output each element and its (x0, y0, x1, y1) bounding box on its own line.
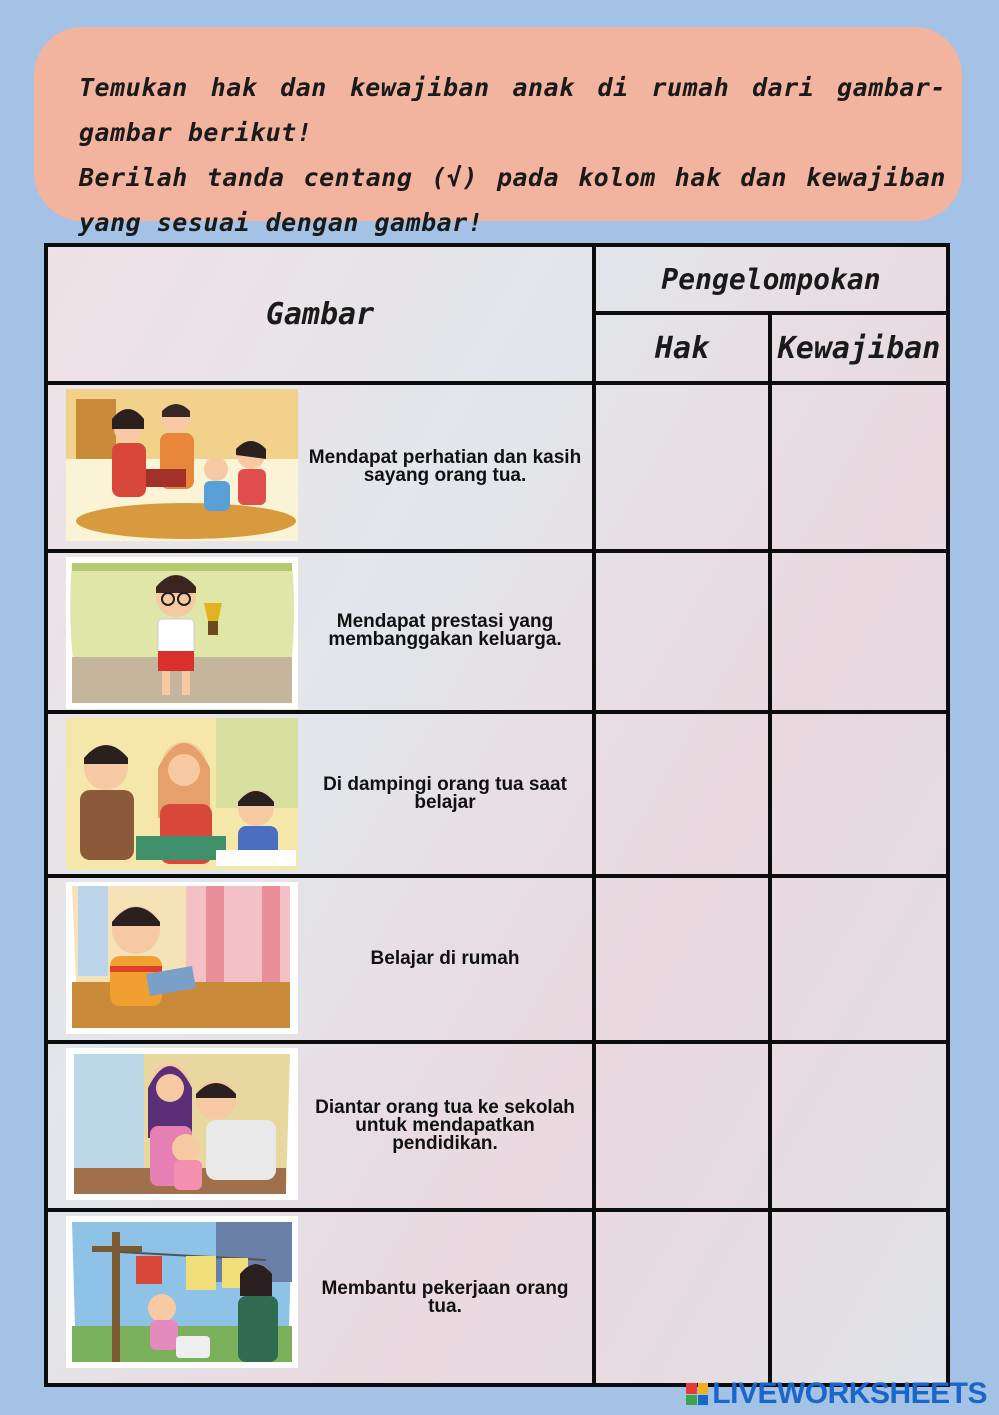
row-caption: Mendapat prestasi yang membanggakan keluarga. (328, 611, 562, 651)
hak-checkbox-cell[interactable] (594, 712, 770, 877)
gambar-cell (46, 876, 594, 1042)
helping-laundry-illustration (66, 1216, 298, 1368)
hak-checkbox-cell[interactable] (594, 1042, 770, 1211)
hak-checkbox-cell[interactable] (594, 876, 770, 1042)
gambar-cell (46, 383, 594, 551)
row-caption: Mendapat perhatian dan kasih sayang orang tua. (308, 447, 582, 487)
table-row (46, 712, 948, 877)
header-gambar: Gambar (46, 245, 594, 383)
table-row (46, 551, 948, 712)
table-row (46, 876, 948, 1042)
hak-checkbox-cell[interactable] (594, 383, 770, 551)
row-caption: Membantu pekerjaan orang tua. (321, 1277, 569, 1317)
table-row (46, 1210, 948, 1385)
table-row (46, 1042, 948, 1211)
header-kewajiban: Kewajiban (770, 313, 948, 383)
kewajiban-checkbox-cell[interactable] (770, 876, 948, 1042)
row-caption: Di dampingi orang tua saat belajar (323, 773, 567, 813)
hak-checkbox-cell[interactable] (594, 1210, 770, 1385)
parents-to-school-illustration (66, 1048, 298, 1200)
kewajiban-checkbox-cell[interactable] (770, 712, 948, 877)
kewajiban-checkbox-cell[interactable] (770, 1210, 948, 1385)
gambar-cell (46, 712, 594, 877)
header-hak: Hak (594, 313, 770, 383)
classification-table (44, 243, 950, 1387)
boy-with-trophy-illustration (66, 557, 298, 709)
row-caption: Diantar orang tua ke sekolah untuk mendapatkan pendidikan. (315, 1097, 575, 1155)
gambar-cell (46, 551, 594, 712)
gambar-cell (46, 1210, 594, 1385)
brand-name: LIVEWORKSHEETS (712, 1377, 987, 1410)
kewajiban-checkbox-cell[interactable] (770, 383, 948, 551)
instruction-line-1: Temukan hak dan kewajiban anak di rumah dari gambar-gambar berikut! (79, 73, 946, 147)
table-row (46, 383, 948, 551)
liveworksheets-mark-icon (686, 1383, 708, 1405)
family-reading-illustration (66, 389, 298, 541)
liveworksheets-logo (686, 1377, 987, 1411)
instruction-line-2: Berilah tanda centang (√) pada kolom hak dan kewajiban yang sesuai dengan gambar! (79, 163, 946, 237)
gambar-cell (46, 1042, 594, 1211)
kewajiban-checkbox-cell[interactable] (770, 1042, 948, 1211)
hak-checkbox-cell[interactable] (594, 551, 770, 712)
kewajiban-checkbox-cell[interactable] (770, 551, 948, 712)
instruction-box (34, 27, 962, 237)
header-pengelompokan: Pengelompokan (594, 245, 948, 313)
parents-helping-study-illustration (66, 718, 298, 870)
boy-reading-book-illustration (66, 882, 298, 1034)
row-caption: Belajar di rumah (370, 947, 520, 969)
